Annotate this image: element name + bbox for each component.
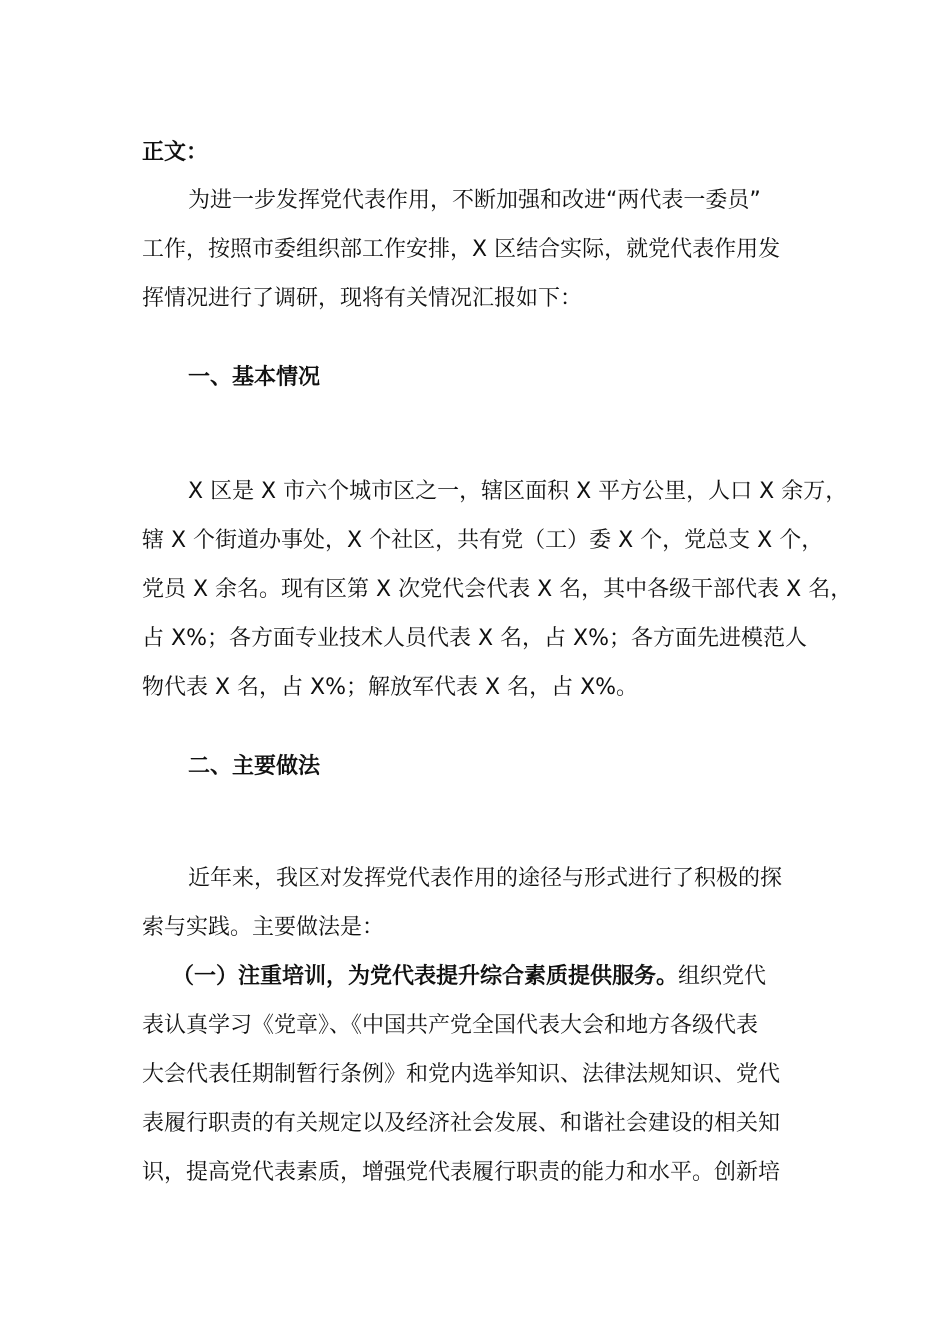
section-1-line-4: 占 X%；各方面专业技术人员代表 X 名，占 X%；各方面先进模范人 xyxy=(142,626,807,651)
section-1-line-2: 辖 X 个街道办事处，X 个社区，共有党（工）委 X 个，党总支 X 个， xyxy=(142,528,824,553)
section-2-line-1: 近年来，我区对发挥党代表作用的途径与形式进行了积极的探 xyxy=(188,866,783,891)
item-1-line-5: 识，提高党代表素质，增强党代表履行职责的能力和水平。创新培 xyxy=(142,1160,781,1185)
intro-line-1: 为进一步发挥党代表作用，不断加强和改进“两代表一委员” xyxy=(188,188,761,213)
section-1-heading: 一、基本情况 xyxy=(188,365,321,390)
item-1-line-3: 大会代表任期制暂行条例》和党内选举知识、法律法规知识、党代 xyxy=(142,1062,781,1087)
section-1-line-5: 物代表 X 名，占 X%；解放军代表 X 名，占 X%。 xyxy=(142,675,639,700)
item-1-first-line xyxy=(172,962,766,992)
item-1-lead: （一）注重培训，为党代表提升综合素质提供服务。 xyxy=(172,964,679,989)
section-1-line-1: X 区是 X 市六个城市区之一，辖区面积 X 平方公里，人口 X 余万， xyxy=(188,479,848,504)
intro-line-3: 挥情况进行了调研，现将有关情况汇报如下： xyxy=(142,286,583,311)
body-label: 正文： xyxy=(142,140,209,165)
item-1-first-line-rest: 组织党代 xyxy=(678,964,767,989)
item-1-line-4: 表履行职责的有关规定以及经济社会发展、和谐社会建设的相关知 xyxy=(142,1111,781,1136)
item-1-line-2: 表认真学习《党章》、《中国共产党全国代表大会和地方各级代表 xyxy=(142,1013,759,1038)
section-1-line-3: 党员 X 余名。现有区第 X 次党代会代表 X 名，其中各级干部代表 X 名， xyxy=(142,577,853,602)
intro-line-2: 工作，按照市委组织部工作安排，X 区结合实际，就党代表作用发 xyxy=(142,237,781,262)
section-2-line-2: 索与实践。主要做法是： xyxy=(142,915,385,940)
section-2-heading: 二、主要做法 xyxy=(188,754,321,779)
